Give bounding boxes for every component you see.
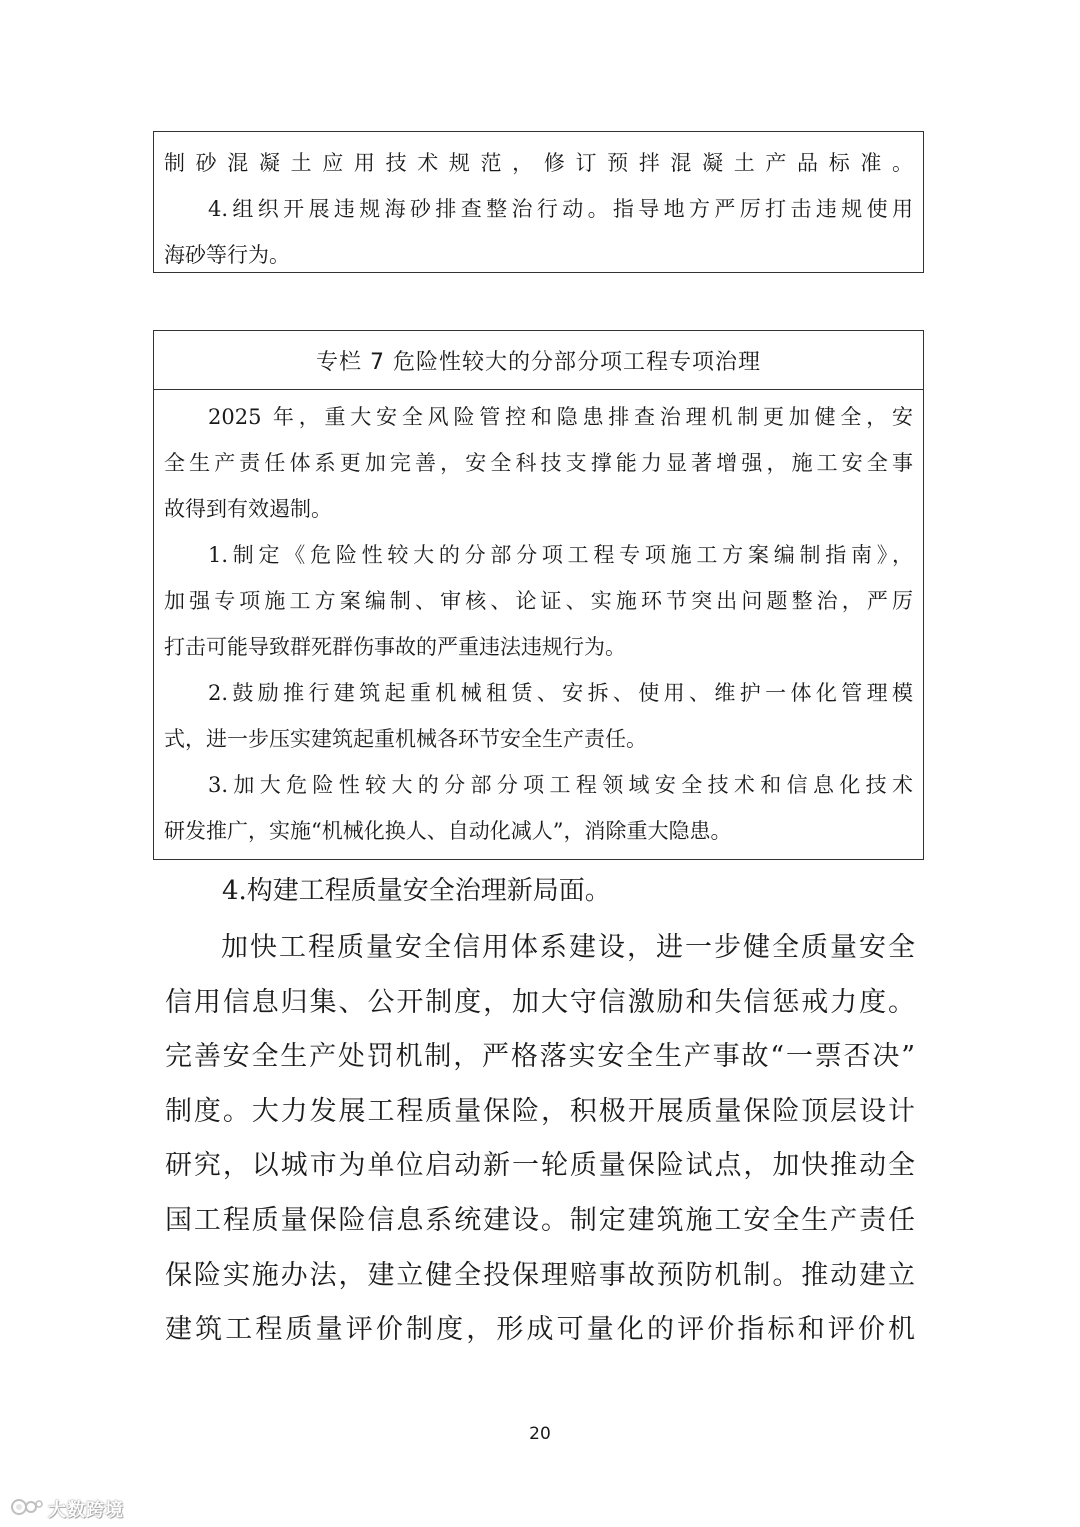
main-paragraph xyxy=(165,922,915,1359)
column-box-continued xyxy=(153,131,924,273)
watermark xyxy=(10,1496,124,1522)
watermark-text: 大数跨境 xyxy=(48,1500,124,1521)
box2-line-4: 1.制定《危险性较大的分部分项工程专项施工方案编制指南》， xyxy=(208,543,913,567)
paragraph-line-3: 完善安全生产处罚机制，严格落实安全生产事故“一票否决” xyxy=(165,1041,915,1073)
paragraph-line-8: 建筑工程质量评价制度，形成可量化的评价指标和评价机 xyxy=(165,1314,915,1346)
paragraph-line-2: 信用信息归集、公开制度，加大守信激励和失信惩戒力度。 xyxy=(165,986,915,1018)
box2-line-2: 全生产责任体系更加完善，安全科技支撑能力显著增强，施工安全事 xyxy=(164,451,913,475)
box2-line-10: 研发推广，实施“机械化换人、自动化减人”，消除重大隐患。 xyxy=(164,819,732,843)
box2-line-9: 3.加大危险性较大的分部分项工程领域安全技术和信息化技术 xyxy=(208,773,913,797)
column-box-7-body xyxy=(154,390,923,854)
box2-line-1: 2025 年，重大安全风险管控和隐患排查治理机制更加健全，安 xyxy=(208,405,913,429)
paragraph-line-5: 研究，以城市为单位启动新一轮质量保险试点，加快推动全 xyxy=(165,1150,915,1182)
box1-line-3: 海砂等行为。 xyxy=(164,243,290,267)
box2-line-5: 加强专项施工方案编制、审核、论证、实施环节突出问题整治，严厉 xyxy=(164,589,913,613)
column-box-7 xyxy=(153,330,924,860)
paragraph-line-6: 国工程质量保险信息系统建设。制定建筑施工安全生产责任 xyxy=(165,1204,915,1236)
paragraph-line-1: 加快工程质量安全信用体系建设，进一步健全质量安全 xyxy=(221,932,915,963)
watermark-logo-icon xyxy=(10,1496,44,1522)
section-heading: 4.构建工程质量安全治理新局面。 xyxy=(222,876,611,906)
box1-line-2: 4.组织开展违规海砂排查整治行动。指导地方严厉打击违规使用 xyxy=(208,197,913,221)
paragraph-line-4: 制度。大力发展工程质量保险，积极开展质量保险顶层设计 xyxy=(165,1095,915,1127)
page-number: 20 xyxy=(529,1424,551,1444)
box1-line-1: 制砂混凝土应用技术规范，修订预拌混凝土产品标准。 xyxy=(164,151,913,175)
box2-line-7: 2.鼓励推行建筑起重机械租赁、安拆、使用、维护一体化管理模 xyxy=(208,681,913,705)
box2-line-6: 打击可能导致群死群伤事故的严重违法违规行为。 xyxy=(164,635,626,659)
paragraph-line-7: 保险实施办法，建立健全投保理赔事故预防机制。推动建立 xyxy=(165,1259,915,1291)
column-box-7-title: 专栏 7 危险性较大的分部分项工程专项治理 xyxy=(154,331,923,390)
box2-line-8: 式，进一步压实建筑起重机械各环节安全生产责任。 xyxy=(164,727,647,751)
box2-line-3: 故得到有效遏制。 xyxy=(164,497,332,521)
